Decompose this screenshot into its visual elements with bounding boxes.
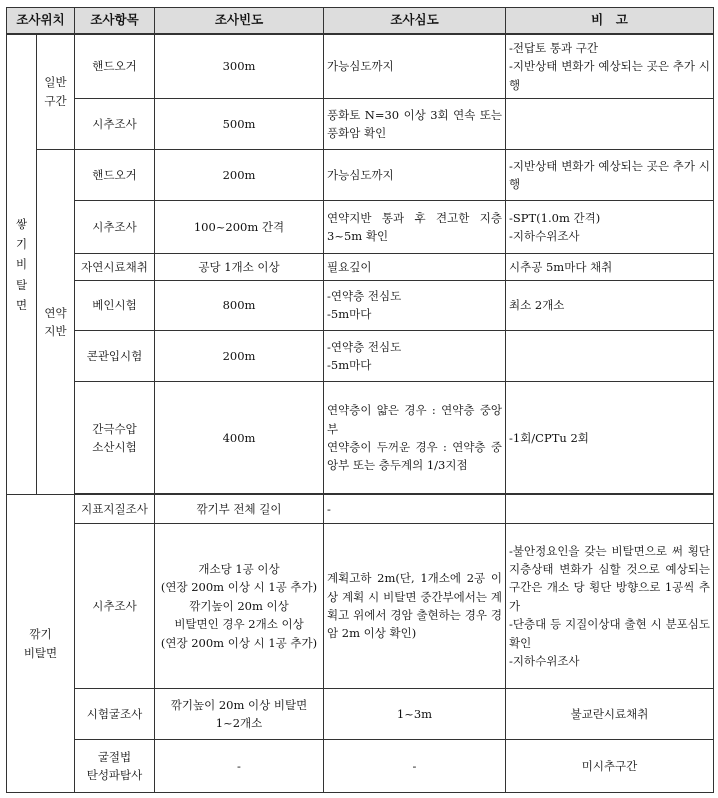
row-frequency: 200m [155, 150, 324, 201]
row-depth: - [324, 739, 506, 792]
row-remarks: -1회/CPTu 2회 [506, 382, 714, 494]
table-row [7, 201, 714, 254]
row-frequency: - [155, 739, 324, 792]
row-frequency: 100~200m 간격 [155, 201, 324, 254]
row-item: 핸드오거 [75, 150, 155, 201]
row-remarks: -지반상태 변화가 예상되는 곳은 추가 시행 [506, 150, 714, 201]
table-row [7, 280, 714, 331]
row-remarks: -불안정요인을 갖는 비탈면으로 써 횡단 지층상태 변화가 심할 것으로 예상되는 구간은 개소 당 횡단 방향으로 1공씩 추가 -단층대 등 지질이상대 출현 시 분포심도 확인 -지하수위조사 [506, 523, 714, 688]
header-remarks: 비 고 [506, 8, 714, 34]
table-row [7, 739, 714, 792]
row-frequency: 800m [155, 280, 324, 331]
row-item: 자연시료채취 [75, 254, 155, 280]
row-depth: 1~3m [324, 689, 506, 740]
row-depth: -연약층 전심도 -5m마다 [324, 331, 506, 382]
row-item: 시험굴조사 [75, 689, 155, 740]
table-row [7, 523, 714, 688]
table-row [7, 99, 714, 150]
table-row [7, 150, 714, 201]
row-remarks [506, 99, 714, 150]
row-item: 시추조사 [75, 523, 155, 688]
header-item: 조사항목 [75, 8, 155, 34]
row-remarks: -SPT(1.0m 간격) -지하수위조사 [506, 201, 714, 254]
row-depth: 가능심도까지 [324, 150, 506, 201]
group-fill-slope: 쌓 기 비 탈 면 [7, 34, 37, 495]
table-row [7, 34, 714, 99]
row-depth: 연약층이 얇은 경우 : 연약층 중앙부 연약층이 두꺼운 경우 : 연약층 중앙부 또는 층두계의 1/3지점 [324, 382, 506, 494]
row-depth: 필요깊이 [324, 254, 506, 280]
row-depth: 연약지반 통과 후 견고한 지층 3~5m 확인 [324, 201, 506, 254]
row-item: 콘관입시험 [75, 331, 155, 382]
row-remarks [506, 331, 714, 382]
table-row [7, 689, 714, 740]
row-frequency: 깎기부 전체 길이 [155, 495, 324, 524]
row-item: 베인시험 [75, 280, 155, 331]
table-row [7, 254, 714, 280]
row-depth: - [324, 495, 506, 524]
row-frequency: 500m [155, 99, 324, 150]
row-frequency: 300m [155, 34, 324, 99]
row-item: 시추조사 [75, 201, 155, 254]
row-frequency: 400m [155, 382, 324, 494]
row-frequency: 개소당 1공 이상 (연장 200m 이상 시 1공 추가) 깎기높이 20m 이상 비탈면인 경우 2개소 이상 (연장 200m 이상 시 1공 추가) [155, 523, 324, 688]
row-frequency: 깎기높이 20m 이상 비탈면 1~2개소 [155, 689, 324, 740]
group-soft-ground: 연약 지반 [37, 150, 75, 495]
group-cut-slope: 깎기 비탈면 [7, 495, 75, 793]
row-remarks [506, 495, 714, 524]
table-row [7, 382, 714, 494]
row-remarks: 최소 2개소 [506, 280, 714, 331]
table-row [7, 331, 714, 382]
row-depth: 계획고하 2m(단, 1개소에 2공 이상 계획 시 비탈면 중간부에서는 계획고 위에서 경암 출현하는 경우 경암 2m 이상 확인) [324, 523, 506, 688]
row-item: 핸드오거 [75, 34, 155, 99]
header-location: 조사위치 [7, 8, 75, 34]
row-frequency: 200m [155, 331, 324, 382]
header-frequency: 조사빈도 [155, 8, 324, 34]
row-item: 굴절법 탄성파탐사 [75, 739, 155, 792]
row-item: 지표지질조사 [75, 495, 155, 524]
row-remarks: 시추공 5m마다 채취 [506, 254, 714, 280]
table-row [7, 495, 714, 524]
row-remarks: 미시추구간 [506, 739, 714, 792]
row-depth: -연약층 전심도 -5m마다 [324, 280, 506, 331]
row-item: 간극수압 소산시험 [75, 382, 155, 494]
header-row [7, 8, 714, 34]
row-item: 시추조사 [75, 99, 155, 150]
row-remarks: 불교란시료채취 [506, 689, 714, 740]
survey-table [6, 7, 714, 793]
header-depth: 조사심도 [324, 8, 506, 34]
row-depth: 풍화토 N=30 이상 3회 연속 또는 풍화암 확인 [324, 99, 506, 150]
row-depth: 가능심도까지 [324, 34, 506, 99]
group-general-section: 일반 구간 [37, 34, 75, 150]
row-remarks: -전답토 통과 구간 -지반상태 변화가 예상되는 곳은 추가 시행 [506, 34, 714, 99]
row-frequency: 공당 1개소 이상 [155, 254, 324, 280]
